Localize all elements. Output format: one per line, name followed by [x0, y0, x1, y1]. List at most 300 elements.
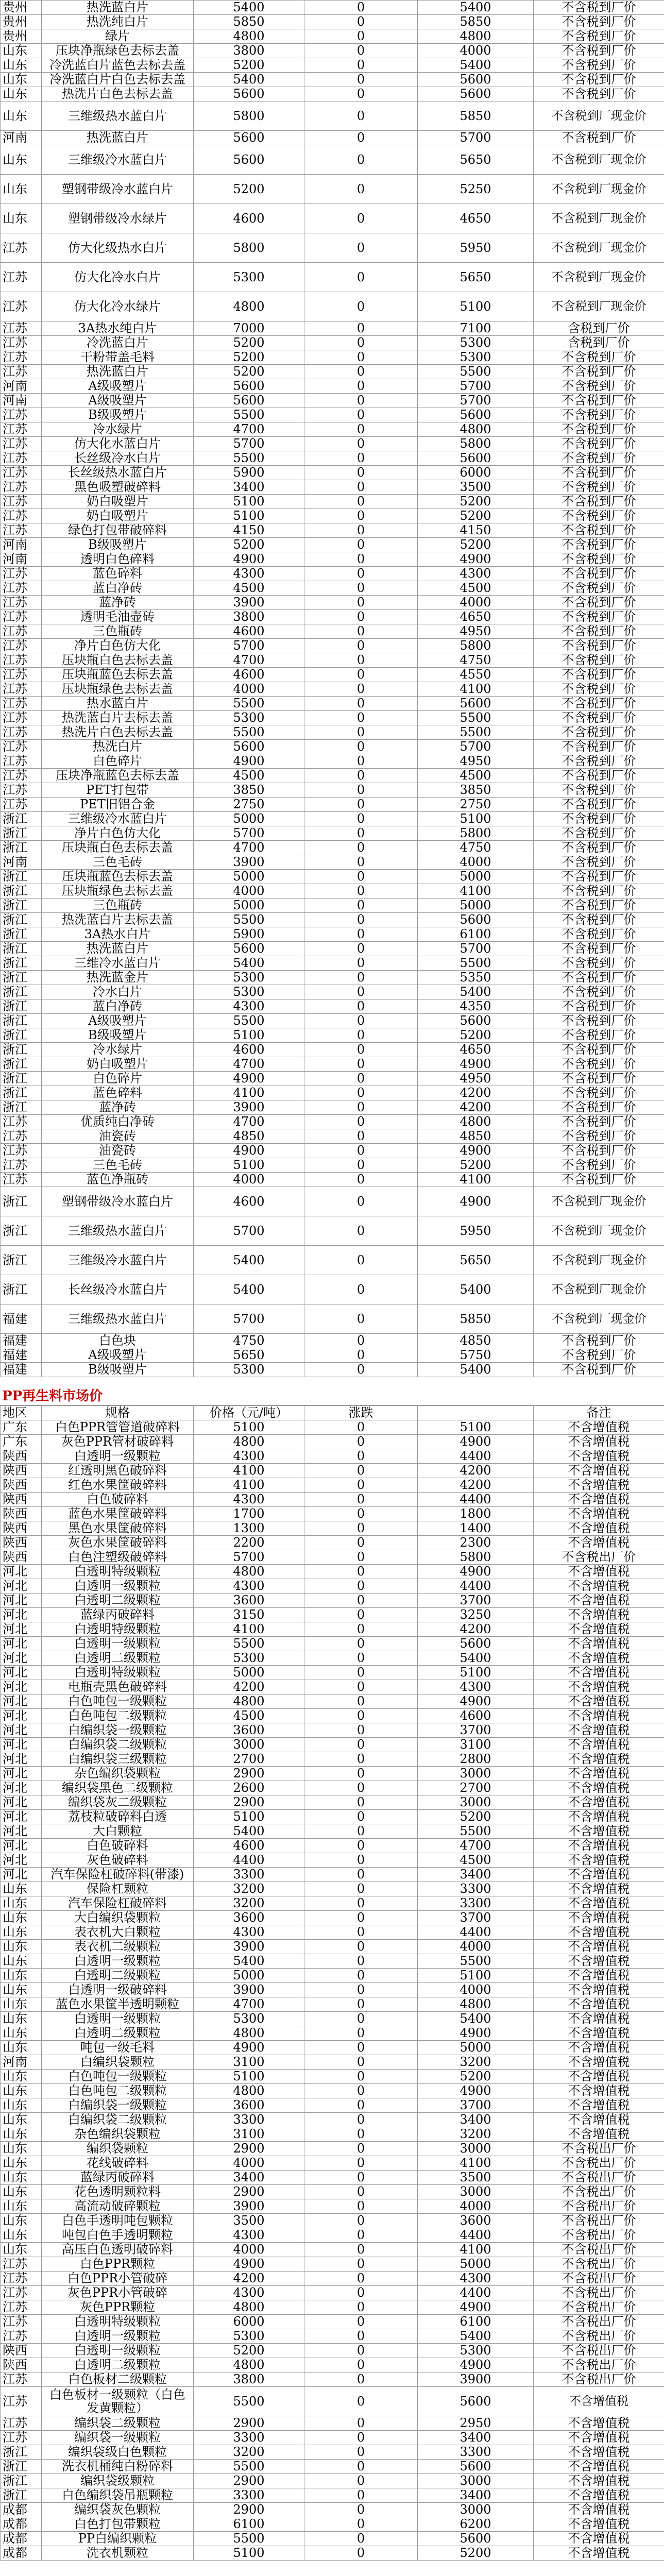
- cell-price: 5100: [194, 2546, 304, 2561]
- cell-spec: 奶白吸塑片: [42, 1057, 194, 1072]
- table-row: [1, 1144, 664, 1158]
- cell-spec: 白透明一级颗粒: [42, 2329, 194, 2344]
- cell-region: 河南: [1, 552, 42, 567]
- cell-note: 不含增值税: [534, 1565, 664, 1579]
- table-row: [1, 2344, 664, 2358]
- cell-spec: 绿片: [42, 29, 194, 44]
- table-row: [1, 2171, 664, 2185]
- cell-note: 不含税出厂价: [534, 2214, 664, 2228]
- table-row: [1, 58, 664, 73]
- cell-price: 5300: [194, 2329, 304, 2344]
- cell-region: 江苏: [1, 711, 42, 725]
- cell-region: 河北: [1, 1579, 42, 1594]
- cell-region: 江苏: [1, 653, 42, 668]
- cell-price: 5000: [194, 870, 304, 884]
- table-row: [1, 1478, 664, 1493]
- cell-price2: 4400: [418, 1579, 534, 1594]
- cell-price: 5600: [194, 379, 304, 394]
- cell-note: 不含增值税: [534, 1738, 664, 1752]
- cell-note: 不含增值税: [534, 1709, 664, 1723]
- cell-change: 0: [304, 596, 418, 610]
- cell-note: 不含增值税: [534, 2416, 664, 2431]
- cell-region: 陕西: [1, 1478, 42, 1493]
- cell-note: 不含增值税: [534, 1868, 664, 1882]
- cell-price: 5000: [194, 899, 304, 913]
- cell-region: 贵州: [1, 29, 42, 44]
- table-row: [1, 365, 664, 379]
- cell-price2: 3200: [418, 2055, 534, 2070]
- table-row: [1, 927, 664, 942]
- cell-spec: 红透明黑色破碎料: [42, 1464, 194, 1478]
- cell-note: 不含税到厂价: [534, 697, 664, 711]
- cell-note: 不含税到厂价: [534, 480, 664, 495]
- cell-note: 不含增值税: [534, 1478, 664, 1493]
- cell-price: 3600: [194, 2098, 304, 2113]
- table-row: [1, 2300, 664, 2315]
- cell-note: 不含税到厂现金价: [534, 1246, 664, 1275]
- cell-change: 0: [304, 1304, 418, 1334]
- cell-spec: 热洗纯白片: [42, 15, 194, 29]
- cell-note: 不含增值税: [534, 2012, 664, 2026]
- cell-spec: 长丝级冷水蓝白片: [42, 1275, 194, 1304]
- table-row: [1, 1767, 664, 1781]
- cell-spec: 热洗片白色去标去盖: [42, 87, 194, 101]
- cell-price2: 5950: [418, 233, 534, 263]
- cell-spec: 长丝级热水蓝白片: [42, 466, 194, 480]
- cell-change: 0: [304, 1795, 418, 1810]
- cell-spec: 压块瓶绿色去标去盖: [42, 682, 194, 697]
- cell-region: 江苏: [1, 466, 42, 480]
- cell-price2: 5700: [418, 740, 534, 754]
- cell-price: 5600: [194, 740, 304, 754]
- cell-note: 不含增值税: [534, 1594, 664, 1608]
- cell-change: 0: [304, 2199, 418, 2214]
- cell-spec: 红色水果筐破碎料: [42, 1478, 194, 1493]
- cell-price2: 2300: [418, 1536, 534, 1550]
- table-row: [1, 2055, 664, 2070]
- cell-note: 不含税到厂价: [534, 495, 664, 509]
- cell-change: 0: [304, 2084, 418, 2098]
- cell-change: 0: [304, 1420, 418, 1435]
- table-row: [1, 1694, 664, 1709]
- cell-change: 0: [304, 668, 418, 682]
- cell-change: 0: [304, 2300, 418, 2315]
- table-row: [1, 899, 664, 913]
- table-row: [1, 1028, 664, 1043]
- table-row: [1, 2372, 664, 2387]
- cell-price: 5900: [194, 466, 304, 480]
- cell-spec: 热水蓝白片: [42, 697, 194, 711]
- cell-spec: 蓝色碎料: [42, 567, 194, 581]
- cell-change: 0: [304, 999, 418, 1014]
- cell-price2: 4100: [418, 1173, 534, 1187]
- cell-spec: A级吸塑片: [42, 1348, 194, 1363]
- cell-note: 不含税到厂现金价: [534, 1275, 664, 1304]
- cell-region: 浙江: [1, 2445, 42, 2460]
- cell-price2: 5200: [418, 1028, 534, 1043]
- cell-region: 浙江: [1, 971, 42, 985]
- cell-region: 山东: [1, 2098, 42, 2113]
- cell-note: 不含税出厂价: [534, 2272, 664, 2286]
- cell-spec: 汽车保险杠破碎料(带漆): [42, 1868, 194, 1882]
- cell-price2: 5400: [418, 985, 534, 999]
- cell-spec: 花色透明颗粒料: [42, 2185, 194, 2199]
- cell-price: 5600: [194, 145, 304, 175]
- cell-price2: 5100: [418, 292, 534, 321]
- cell-change: 0: [304, 1622, 418, 1637]
- cell-change: 0: [304, 2070, 418, 2084]
- cell-spec: 蓝净砖: [42, 1100, 194, 1115]
- cell-note: 不含税出厂价: [534, 2142, 664, 2156]
- table-row: [1, 1173, 664, 1187]
- cell-spec: 热洗蓝金片: [42, 971, 194, 985]
- cell-price: 4500: [194, 769, 304, 783]
- table-row: [1, 754, 664, 769]
- cell-price2: 6000: [418, 466, 534, 480]
- cell-price: 5400: [194, 73, 304, 87]
- cell-price2: 4950: [418, 624, 534, 639]
- cell-region: 山东: [1, 101, 42, 131]
- cell-price: 5100: [194, 1810, 304, 1824]
- table-row: [1, 1550, 664, 1565]
- cell-price: 4500: [194, 1709, 304, 1723]
- table-row: [1, 1637, 664, 1651]
- cell-change: 0: [304, 2358, 418, 2372]
- cell-note: 不含税到厂价: [534, 1158, 664, 1173]
- cell-region: 河南: [1, 379, 42, 394]
- table-row: [1, 668, 664, 682]
- cell-change: 0: [304, 495, 418, 509]
- cell-change: 0: [304, 1057, 418, 1072]
- cell-change: 0: [304, 1839, 418, 1853]
- cell-region: 浙江: [1, 999, 42, 1014]
- cell-region: 河南: [1, 394, 42, 408]
- cell-price: 3400: [194, 480, 304, 495]
- cell-note: 不含增值税: [534, 2041, 664, 2055]
- table-row: [1, 2012, 664, 2026]
- cell-note: 不含增值税: [534, 1651, 664, 1666]
- cell-spec: 冷洗蓝白片蓝色去标去盖: [42, 58, 194, 73]
- cell-spec: 压块瓶蓝色去标去盖: [42, 668, 194, 682]
- cell-price: 4000: [194, 2156, 304, 2171]
- cell-price2: 4900: [418, 1057, 534, 1072]
- cell-region: 山东: [1, 87, 42, 101]
- cell-price2: 3250: [418, 1608, 534, 1622]
- cell-price: 4300: [194, 2286, 304, 2300]
- cell-price2: 3400: [418, 2113, 534, 2127]
- cell-note: 不含增值税: [534, 2127, 664, 2142]
- cell-spec: 编织袋颗粒: [42, 2142, 194, 2156]
- cell-price: 5500: [194, 2460, 304, 2474]
- cell-price2: 4000: [418, 855, 534, 870]
- cell-change: 0: [304, 2185, 418, 2199]
- cell-note: 不含税出厂价: [534, 2286, 664, 2300]
- table-row: [1, 336, 664, 350]
- cell-price2: 5500: [418, 725, 534, 740]
- cell-price2: 4200: [418, 1622, 534, 1637]
- cell-change: 0: [304, 2431, 418, 2445]
- cell-price2: 5500: [418, 1824, 534, 1839]
- cell-price: 4100: [194, 1622, 304, 1637]
- cell-change: 0: [304, 15, 418, 29]
- cell-change: 0: [304, 740, 418, 754]
- cell-region: 江苏: [1, 740, 42, 754]
- cell-spec: 净片白色仿大化: [42, 639, 194, 653]
- cell-region: 陕西: [1, 2344, 42, 2358]
- cell-note: 不含增值税: [534, 1435, 664, 1449]
- cell-price2: 5200: [418, 495, 534, 509]
- cell-spec: 编织袋一级颗粒: [42, 2431, 194, 2445]
- cell-change: 0: [304, 1478, 418, 1493]
- cell-price: 4900: [194, 2257, 304, 2272]
- cell-price: 4150: [194, 523, 304, 538]
- cell-spec: 杂色编织袋颗粒: [42, 2127, 194, 2142]
- table-row: [1, 2474, 664, 2488]
- cell-change: 0: [304, 682, 418, 697]
- cell-change: 0: [304, 2416, 418, 2431]
- table-row: [1, 1420, 664, 1435]
- cell-price2: 5000: [418, 2257, 534, 2272]
- cell-price2: 5350: [418, 971, 534, 985]
- cell-price: 5700: [194, 1216, 304, 1246]
- cell-price: 5400: [194, 956, 304, 971]
- cell-region: 江苏: [1, 624, 42, 639]
- cell-price2: 5800: [418, 826, 534, 841]
- cell-region: 福建: [1, 1304, 42, 1334]
- cell-price2: 5500: [418, 365, 534, 379]
- cell-price2: 5600: [418, 2532, 534, 2546]
- cell-note: 不含税到厂价: [534, 365, 664, 379]
- cell-spec: 白透明一级颗粒: [42, 1579, 194, 1594]
- cell-spec: 汽车保险杠破碎料: [42, 1896, 194, 1911]
- cell-change: 0: [304, 798, 418, 812]
- cell-price2: 4900: [418, 1435, 534, 1449]
- table-row: [1, 2416, 664, 2431]
- cell-price2: 4200: [418, 1100, 534, 1115]
- cell-price2: 4100: [418, 2243, 534, 2257]
- cell-note: 不含税到厂价: [534, 15, 664, 29]
- table-row: [1, 145, 664, 175]
- cell-price: 5700: [194, 826, 304, 841]
- cell-change: 0: [304, 2387, 418, 2416]
- cell-region: 广东: [1, 1435, 42, 1449]
- table-row: [1, 1, 664, 15]
- table-row: [1, 1507, 664, 1521]
- cell-change: 0: [304, 942, 418, 956]
- cell-change: 0: [304, 263, 418, 292]
- cell-price: 3900: [194, 2199, 304, 2214]
- cell-spec: 杂色编织袋颗粒: [42, 1767, 194, 1781]
- cell-change: 0: [304, 1348, 418, 1363]
- cell-region: 河北: [1, 1608, 42, 1622]
- table-row: [1, 379, 664, 394]
- cell-spec: 热洗蓝白片: [42, 1, 194, 15]
- cell-price2: 5100: [418, 812, 534, 826]
- table-row: [1, 596, 664, 610]
- cell-change: 0: [304, 58, 418, 73]
- cell-price: 4700: [194, 422, 304, 437]
- cell-region: 江苏: [1, 668, 42, 682]
- cell-price2: 5200: [418, 2546, 534, 2561]
- cell-price: 4900: [194, 1072, 304, 1086]
- cell-price: 3850: [194, 783, 304, 798]
- cell-region: 河北: [1, 1752, 42, 1767]
- cell-note: 不含增值税: [534, 1940, 664, 1954]
- cell-spec: 白色块: [42, 1334, 194, 1348]
- cell-change: 0: [304, 552, 418, 567]
- cell-change: 0: [304, 2127, 418, 2142]
- table-row: [1, 1882, 664, 1896]
- cell-spec: 压块净瓶绿色去标去盖: [42, 44, 194, 58]
- cell-region: 山东: [1, 1983, 42, 1997]
- cell-price: 4000: [194, 1173, 304, 1187]
- cell-note: 不含增值税: [534, 1997, 664, 2012]
- cell-region: 山东: [1, 2185, 42, 2199]
- cell-note: 不含增值税: [534, 2026, 664, 2041]
- cell-note: 不含税到厂现金价: [534, 292, 664, 321]
- cell-note: 不含税到厂价: [534, 610, 664, 624]
- cell-note: 不含增值税: [534, 1622, 664, 1637]
- cell-note: 不含增值税: [534, 1521, 664, 1536]
- cell-change: 0: [304, 350, 418, 365]
- cell-price: 5300: [194, 1651, 304, 1666]
- table-row: [1, 2488, 664, 2503]
- cell-change: 0: [304, 581, 418, 596]
- cell-note: 不含税到厂价: [534, 1014, 664, 1028]
- cell-region: 山东: [1, 2156, 42, 2171]
- cell-price: 2900: [194, 1795, 304, 1810]
- table-row: [1, 394, 664, 408]
- cell-price2: 5000: [418, 2041, 534, 2055]
- cell-change: 0: [304, 1594, 418, 1608]
- cell-region: 浙江: [1, 812, 42, 826]
- cell-spec: 压块瓶绿色去标去盖: [42, 884, 194, 899]
- cell-spec: 净片白色仿大化: [42, 826, 194, 841]
- cell-spec: B级吸塑片: [42, 408, 194, 422]
- cell-price2: 3700: [418, 1594, 534, 1608]
- cell-note: 不含税到厂价: [534, 1057, 664, 1072]
- table-row: [1, 2228, 664, 2243]
- cell-change: 0: [304, 610, 418, 624]
- table-row: [1, 913, 664, 927]
- cell-price: 4600: [194, 204, 304, 233]
- cell-region: 江苏: [1, 2387, 42, 2416]
- cell-price2: 3300: [418, 1882, 534, 1896]
- cell-region: 河南: [1, 855, 42, 870]
- cell-region: 陕西: [1, 1507, 42, 1521]
- cell-region: 山东: [1, 145, 42, 175]
- cell-region: 江苏: [1, 437, 42, 451]
- cell-note: 不含税到厂价: [534, 769, 664, 783]
- cell-price: 4900: [194, 2041, 304, 2055]
- cell-price: 5600: [194, 942, 304, 956]
- cell-change: 0: [304, 2156, 418, 2171]
- cell-change: 0: [304, 1216, 418, 1246]
- table-row: [1, 769, 664, 783]
- cell-price2: 5100: [418, 1969, 534, 1983]
- cell-spec: 干粉带盖毛料: [42, 350, 194, 365]
- cell-change: 0: [304, 1334, 418, 1348]
- cell-price2: 5000: [418, 899, 534, 913]
- cell-note: 不含增值税: [534, 1839, 664, 1853]
- cell-region: 山东: [1, 2228, 42, 2243]
- cell-price2: 4400: [418, 2286, 534, 2300]
- cell-change: 0: [304, 985, 418, 999]
- cell-region: 贵州: [1, 1, 42, 15]
- table-row: [1, 1158, 664, 1173]
- cell-note: 不含增值税: [534, 1694, 664, 1709]
- cell-spec: 冷水绿片: [42, 1043, 194, 1057]
- cell-price2: 5200: [418, 1810, 534, 1824]
- cell-spec: 白色吨包一级颗粒: [42, 2070, 194, 2084]
- table-row: [1, 1839, 664, 1853]
- cell-price2: 3900: [418, 2372, 534, 2387]
- cell-price: 3300: [194, 2431, 304, 2445]
- cell-spec: 三维级热水蓝白片: [42, 101, 194, 131]
- cell-price: 5700: [194, 639, 304, 653]
- cell-note: 不含增值税: [534, 1680, 664, 1694]
- cell-region: 山东: [1, 44, 42, 58]
- cell-region: 山东: [1, 2026, 42, 2041]
- cell-region: 浙江: [1, 1275, 42, 1304]
- cell-note: 不含税出厂价: [534, 2300, 664, 2315]
- table-row: [1, 798, 664, 812]
- cell-spec: A级吸塑片: [42, 379, 194, 394]
- cell-note: 不含增值税: [534, 2474, 664, 2488]
- cell-region: 江苏: [1, 321, 42, 336]
- cell-change: 0: [304, 1738, 418, 1752]
- cell-note: 不含税到厂价: [534, 1173, 664, 1187]
- cell-change: 0: [304, 2012, 418, 2026]
- cell-spec: 三维级冷水蓝白片: [42, 145, 194, 175]
- cell-price2: 4550: [418, 668, 534, 682]
- cell-note: 不含税到厂价: [534, 408, 664, 422]
- cell-note: 不含增值税: [534, 1767, 664, 1781]
- cell-price: 5500: [194, 697, 304, 711]
- cell-price: 4800: [194, 2358, 304, 2372]
- cell-note: 不含税到厂价: [534, 1334, 664, 1348]
- cell-region: 江苏: [1, 2286, 42, 2300]
- cell-price: 2600: [194, 1781, 304, 1795]
- cell-price: 5200: [194, 175, 304, 204]
- cell-change: 0: [304, 2315, 418, 2329]
- cell-note: 不含税到厂价: [534, 1129, 664, 1144]
- cell-note: 不含税到厂价: [534, 884, 664, 899]
- cell-region: 浙江: [1, 1057, 42, 1072]
- cell-region: 江苏: [1, 2416, 42, 2431]
- cell-price: 5500: [194, 725, 304, 740]
- cell-price2: 3000: [418, 2474, 534, 2488]
- cell-region: 江苏: [1, 2329, 42, 2344]
- cell-price2: 5300: [418, 336, 534, 350]
- cell-change: 0: [304, 1246, 418, 1275]
- cell-spec: 吨包一级毛料: [42, 2041, 194, 2055]
- table-row: [1, 1594, 664, 1608]
- cell-note: 不含增值税: [534, 1969, 664, 1983]
- cell-note: 不含税到厂价: [534, 131, 664, 145]
- cell-change: 0: [304, 233, 418, 263]
- cell-change: 0: [304, 321, 418, 336]
- cell-change: 0: [304, 1666, 418, 1680]
- pp-table-body: [1, 1420, 664, 2561]
- cell-note: 不含税到厂现金价: [534, 1187, 664, 1216]
- table-row: [1, 2084, 664, 2098]
- cell-region: 江苏: [1, 2431, 42, 2445]
- cell-price: 6100: [194, 2517, 304, 2532]
- cell-note: 不含税到厂价: [534, 942, 664, 956]
- cell-price2: 4900: [418, 1694, 534, 1709]
- cell-region: 山东: [1, 2012, 42, 2026]
